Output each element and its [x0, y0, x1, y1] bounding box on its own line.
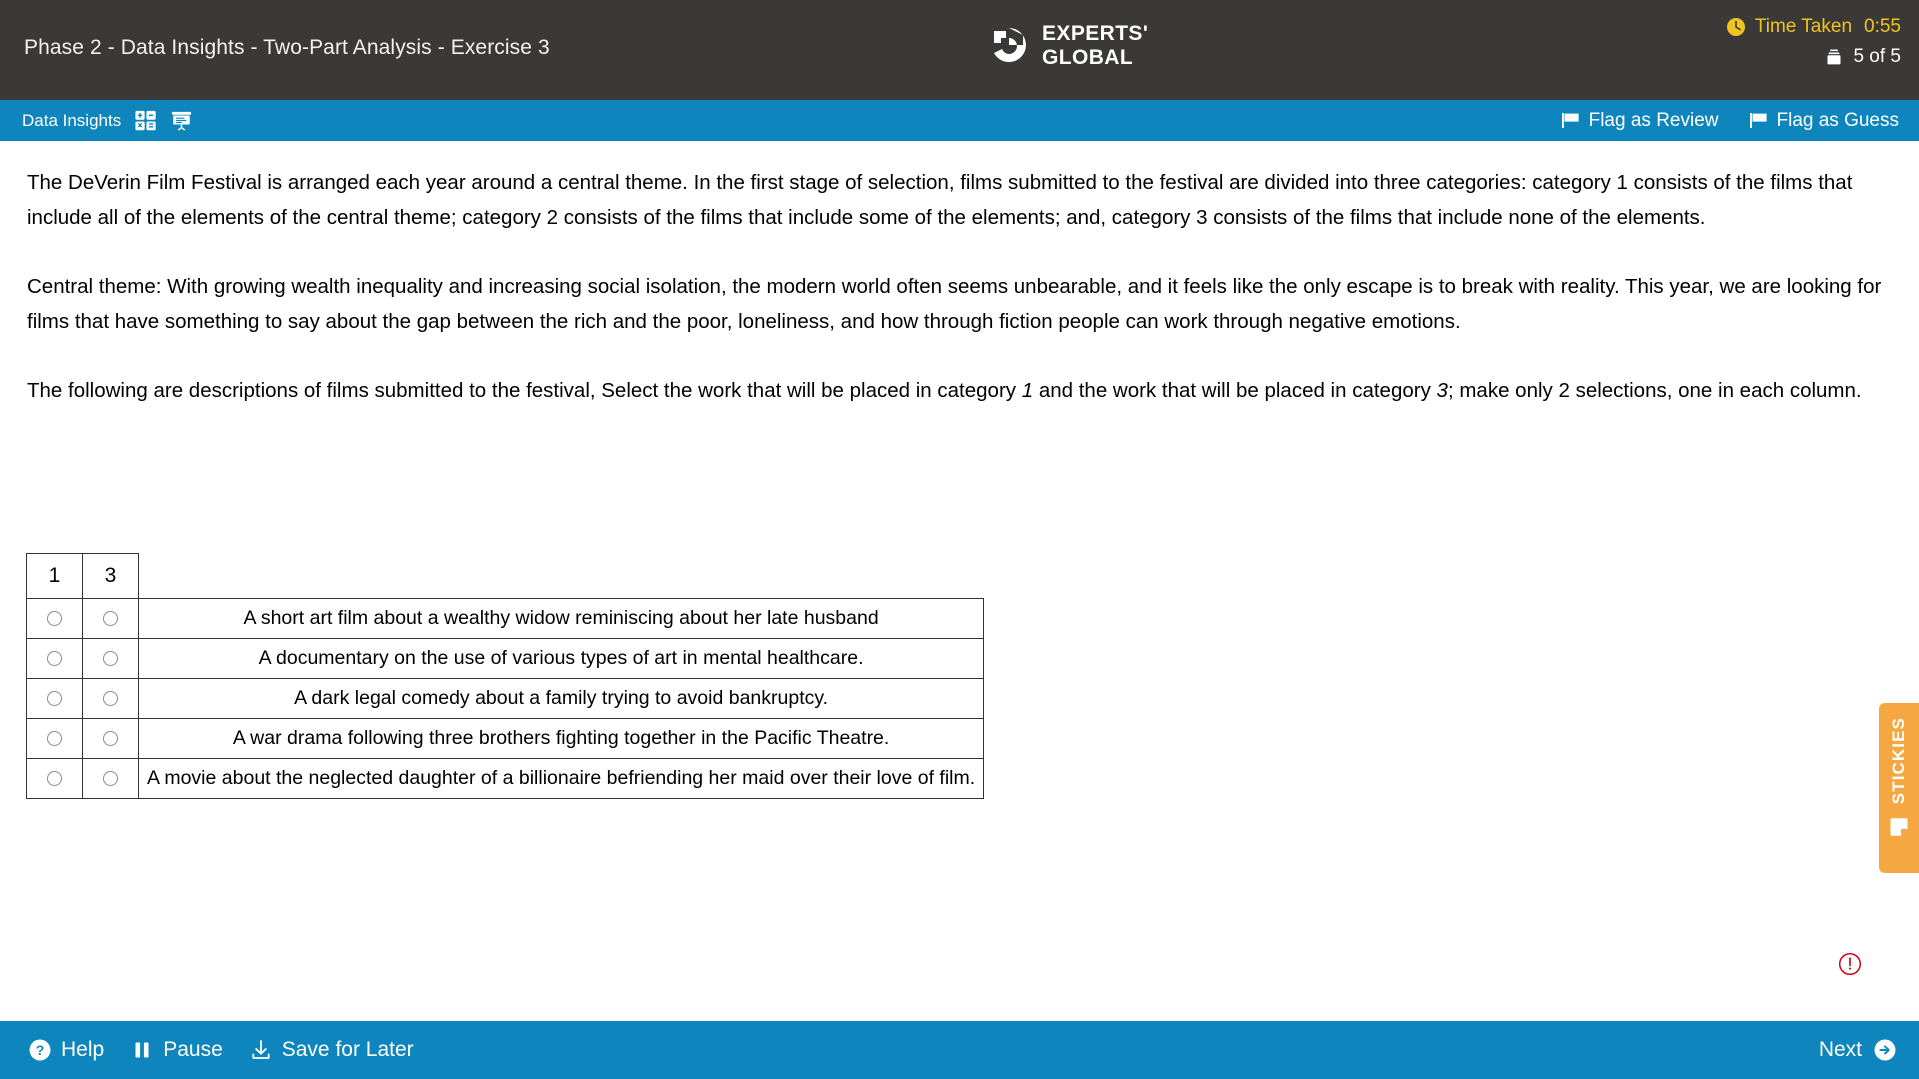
section-title: Data Insights: [22, 110, 122, 130]
instruction-category-3: 3: [1436, 379, 1448, 402]
option-description-5: A movie about the neglected daughter of a billionaire befriending her maid over their love of film.: [139, 759, 984, 799]
time-taken: [1726, 16, 1901, 38]
experts-global-g-icon: [988, 25, 1030, 67]
radio-button[interactable]: [103, 611, 118, 626]
table-row: [27, 599, 984, 639]
page-title: Phase 2 - Data Insights - Two-Part Analysis - Exercise 3: [24, 36, 550, 59]
pause-icon: [130, 1038, 154, 1062]
radio-cell-col1-row4[interactable]: [27, 719, 83, 759]
option-description-1: A short art film about a wealthy widow reminiscing about her late husband: [139, 599, 984, 639]
timer-and-counter: [1726, 16, 1901, 68]
pause-button[interactable]: [130, 1038, 223, 1062]
pause-label: Pause: [163, 1038, 223, 1061]
flag-icon: [1561, 112, 1580, 129]
question-circle-icon: [28, 1038, 52, 1062]
radio-cell-col1-row3[interactable]: [27, 679, 83, 719]
radio-button[interactable]: [47, 611, 62, 626]
radio-button[interactable]: [47, 691, 62, 706]
logo-line-2: GLOBAL: [1042, 46, 1134, 69]
table-row: [27, 759, 984, 799]
option-description-4: A war drama following three brothers fighting together in the Pacific Theatre.: [139, 719, 984, 759]
flag-icon: [1749, 112, 1768, 129]
radio-cell-col3-row3[interactable]: [83, 679, 139, 719]
answer-table-body: [27, 599, 984, 799]
footer-bar: [0, 1021, 1919, 1079]
sticky-note-icon: [1888, 816, 1910, 838]
exclamation-circle-icon[interactable]: [1838, 952, 1862, 976]
table-row: [27, 639, 984, 679]
next-label: Next: [1818, 1038, 1862, 1061]
radio-cell-col1-row2[interactable]: [27, 639, 83, 679]
radio-cell-col1-row5[interactable]: [27, 759, 83, 799]
clock-icon: [1726, 17, 1746, 37]
flag-as-guess-label: Flag as Guess: [1776, 109, 1899, 131]
question-counter-value: 5 of 5: [1853, 46, 1901, 67]
passage-paragraph-1: The DeVerin Film Festival is arranged each year around a central theme. In the first stage of selection, films submitted to the festival are divided into three categories: category 1 consists of the films that include all of the elements of the central theme; category 2 consists of the films that include some of the elements; and, category 3 consists of the films that include none of the elements.: [27, 171, 1853, 229]
instruction-part-b: and the work that will be placed in category: [1033, 379, 1437, 402]
help-button[interactable]: [28, 1038, 104, 1062]
radio-button[interactable]: [47, 651, 62, 666]
two-part-answer-table: [26, 553, 984, 799]
column-header-3: 3: [83, 554, 139, 599]
time-taken-value: 0:55: [1864, 16, 1901, 37]
stickies-label: STICKIES: [1889, 717, 1908, 805]
passage-paragraph-2: Central theme: With growing wealth inequality and increasing social isolation, the modern world often seems unbearable, and it feels like the only escape is to break with reality. This year, we are looking for films that have something to say about the gap between the rich and the poor, loneliness, and how through fiction people can work through negative emotions.: [27, 275, 1882, 333]
option-description-2: A documentary on the use of various types of art in mental healthcare.: [139, 639, 984, 679]
table-row: [27, 719, 984, 759]
flag-as-review-label: Flag as Review: [1588, 109, 1719, 131]
calculator-icon[interactable]: [134, 109, 157, 132]
radio-cell-col3-row2[interactable]: [83, 639, 139, 679]
column-header-description: [139, 554, 984, 599]
radio-cell-col3-row4[interactable]: [83, 719, 139, 759]
help-label: Help: [61, 1038, 105, 1061]
save-for-later-button[interactable]: [249, 1038, 414, 1062]
section-toolbar: [0, 100, 1919, 141]
top-header-bar: [0, 0, 1919, 100]
radio-cell-col1-row1[interactable]: [27, 599, 83, 639]
stack-icon: [1824, 47, 1844, 67]
question-counter: [1824, 46, 1901, 68]
column-header-1: 1: [27, 554, 83, 599]
table-row: [27, 679, 984, 719]
radio-cell-col3-row1[interactable]: [83, 599, 139, 639]
download-icon: [249, 1038, 273, 1062]
instruction-category-1: 1: [1021, 379, 1034, 402]
radio-cell-col3-row5[interactable]: [83, 759, 139, 799]
flag-as-review-button[interactable]: [1561, 110, 1719, 132]
time-taken-label: Time Taken: [1754, 16, 1853, 37]
next-button[interactable]: [1819, 1021, 1897, 1079]
instruction-part-c: ; make only 2 selections, one in each column.: [1447, 379, 1862, 402]
radio-button[interactable]: [103, 651, 118, 666]
question-content-area: [0, 141, 1919, 1021]
radio-button[interactable]: [47, 731, 62, 746]
radio-button[interactable]: [103, 691, 118, 706]
arrow-right-circle-icon: [1873, 1038, 1897, 1062]
stickies-tab[interactable]: [1879, 703, 1919, 873]
instruction-part-a: The following are descriptions of films submitted to the festival, Select the work that will be placed in category: [27, 379, 1022, 402]
save-for-later-label: Save for Later: [281, 1038, 414, 1061]
logo-line-1: EXPERTS': [1042, 22, 1149, 45]
radio-button[interactable]: [103, 771, 118, 786]
whiteboard-icon[interactable]: [170, 109, 193, 132]
radio-button[interactable]: [47, 771, 62, 786]
passage-paragraph-3: [27, 373, 1895, 408]
option-description-3: A dark legal comedy about a family trying to avoid bankruptcy.: [139, 679, 984, 719]
flag-as-guess-button[interactable]: [1749, 110, 1900, 132]
brand-logo: [988, 23, 1148, 68]
radio-button[interactable]: [103, 731, 118, 746]
svg-text:?: ?: [35, 1042, 45, 1059]
table-header-row: [27, 554, 984, 599]
